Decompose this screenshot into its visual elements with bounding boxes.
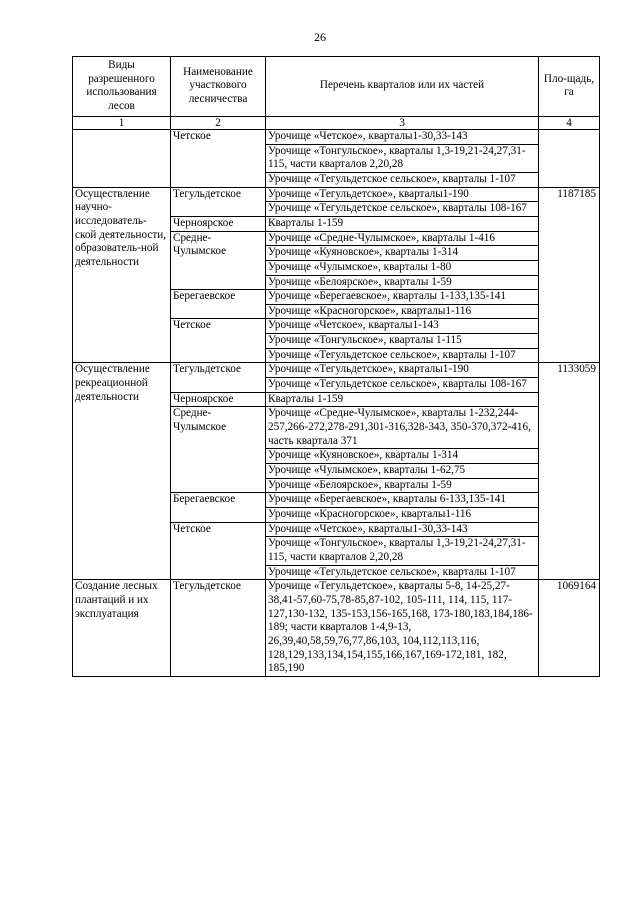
column-number: 2 [171,116,266,129]
quarters-cell: Урочище «Тегульдетское», кварталы 5-8, 14-25,27-38,41-57,60-75,78-85,87-102, 105-111, 114, 115, 117-127,130-132, 135-153,156-165,168, 173-180,183,184,186-189; части кварталов 1-4,9-13, 26,39,40,58,59,76,77,86,103, 104,112,113,116, 128,129,133,134,154,155,166,167,169-172,181, 182, 185,190 [266,580,539,677]
area-cell: 1069164 [539,580,600,677]
forestry-name-cell: Тегульдетское [171,580,266,677]
quarters-cell: Урочище «Четское», кварталы1-30,33-143 [266,522,539,537]
quarters-cell: Урочище «Тегульдетское сельское», кварталы 108-167 [266,202,539,217]
table-row [73,129,600,144]
quarters-cell: Урочище «Тегульдетское сельское», кварталы 1-107 [266,172,539,187]
forestry-name-cell: Четское [171,522,266,580]
forestry-name-cell: Средне-Чулымское [171,407,266,493]
quarters-cell: Урочище «Чулымское», кварталы 1-80 [266,260,539,275]
quarters-cell: Урочище «Тонгульское», кварталы 1,3-19,21-24,27,31-115, части кварталов 2,20,28 [266,537,539,565]
quarters-cell: Урочище «Средне-Чулымское», кварталы 1-416 [266,231,539,246]
forestry-name-cell: Четское [171,129,266,187]
quarters-cell: Урочище «Берегаевское», кварталы 6-133,135-141 [266,493,539,508]
quarters-cell: Урочище «Тегульдетское сельское», кварталы 1-107 [266,565,539,580]
forestry-name-cell: Берегаевское [171,493,266,522]
forestry-name-cell: Тегульдетское [171,187,266,216]
quarters-cell: Урочище «Берегаевское», кварталы 1-133,135-141 [266,290,539,305]
area-cell [539,129,600,187]
forestry-name-cell: Средне-Чулымское [171,231,266,290]
quarters-cell: Урочище «Средне-Чулымское», кварталы 1-232,244-257,266-272,278-291,301-316,328-343, 350-370,372-416, часть квартала 371 [266,407,539,449]
table-row [73,580,600,677]
forestry-name-cell: Берегаевское [171,290,266,319]
forestry-name-cell: Черноярское [171,392,266,407]
column-number: 3 [266,116,539,129]
forestry-name-cell: Тегульдетское [171,363,266,392]
column-number: 4 [539,116,600,129]
column-number: 1 [73,116,171,129]
header-forestry: Наименование участкового лесничества [171,57,266,117]
table-row [73,363,600,378]
quarters-cell: Урочище «Тонгульское», кварталы 1-115 [266,334,539,349]
use-type-cell [73,129,171,187]
use-type-cell: Создание лесных плантаций и их эксплуатация [73,580,171,677]
quarters-cell: Кварталы 1-159 [266,392,539,407]
forestry-name-cell: Черноярское [171,216,266,231]
quarters-cell: Урочище «Тегульдетское сельское», кварталы 1-107 [266,348,539,363]
table-header-row [73,57,600,117]
table-body [73,129,600,676]
header-area: Пло-щадь, га [539,57,600,117]
quarters-cell: Урочище «Белоярское», кварталы 1-59 [266,478,539,493]
quarters-cell: Урочище «Тонгульское», кварталы 1,3-19,21-24,27,31-115, части кварталов 2,20,28 [266,144,539,172]
header-quarters: Перечень кварталов или их частей [266,57,539,117]
quarters-cell: Урочище «Тегульдетское», кварталы1-190 [266,187,539,202]
quarters-cell: Урочище «Четское», кварталы1-143 [266,319,539,334]
quarters-cell: Урочище «Куяновское», кварталы 1-314 [266,449,539,464]
column-number-row [73,116,600,129]
area-cell: 1187185 [539,187,600,363]
quarters-cell: Урочище «Белоярское», кварталы 1-59 [266,275,539,290]
forestry-name-cell: Четское [171,319,266,363]
use-type-cell: Осуществление рекреационной деятельности [73,363,171,580]
use-type-cell: Осуществление научно-исследователь-ской деятельности, образователь-ной деятельности [73,187,171,363]
quarters-cell: Урочище «Чулымское», кварталы 1-62,75 [266,464,539,479]
quarters-cell: Урочище «Красногорское», кварталы1-116 [266,508,539,523]
quarters-cell: Урочище «Тегульдетское», кварталы1-190 [266,363,539,378]
area-cell: 1133059 [539,363,600,580]
table-row [73,187,600,202]
quarters-cell: Урочище «Красногорское», кварталы1-116 [266,304,539,319]
page-number: 26 [314,30,326,44]
quarters-cell: Кварталы 1-159 [266,216,539,231]
forest-use-table [72,56,600,677]
quarters-cell: Урочище «Четское», кварталы1-30,33-143 [266,129,539,144]
header-use-type: Виды разрешенного использования лесов [73,57,171,117]
quarters-cell: Урочище «Тегульдетское сельское», кварталы 108-167 [266,378,539,393]
quarters-cell: Урочище «Куяновское», кварталы 1-314 [266,246,539,261]
